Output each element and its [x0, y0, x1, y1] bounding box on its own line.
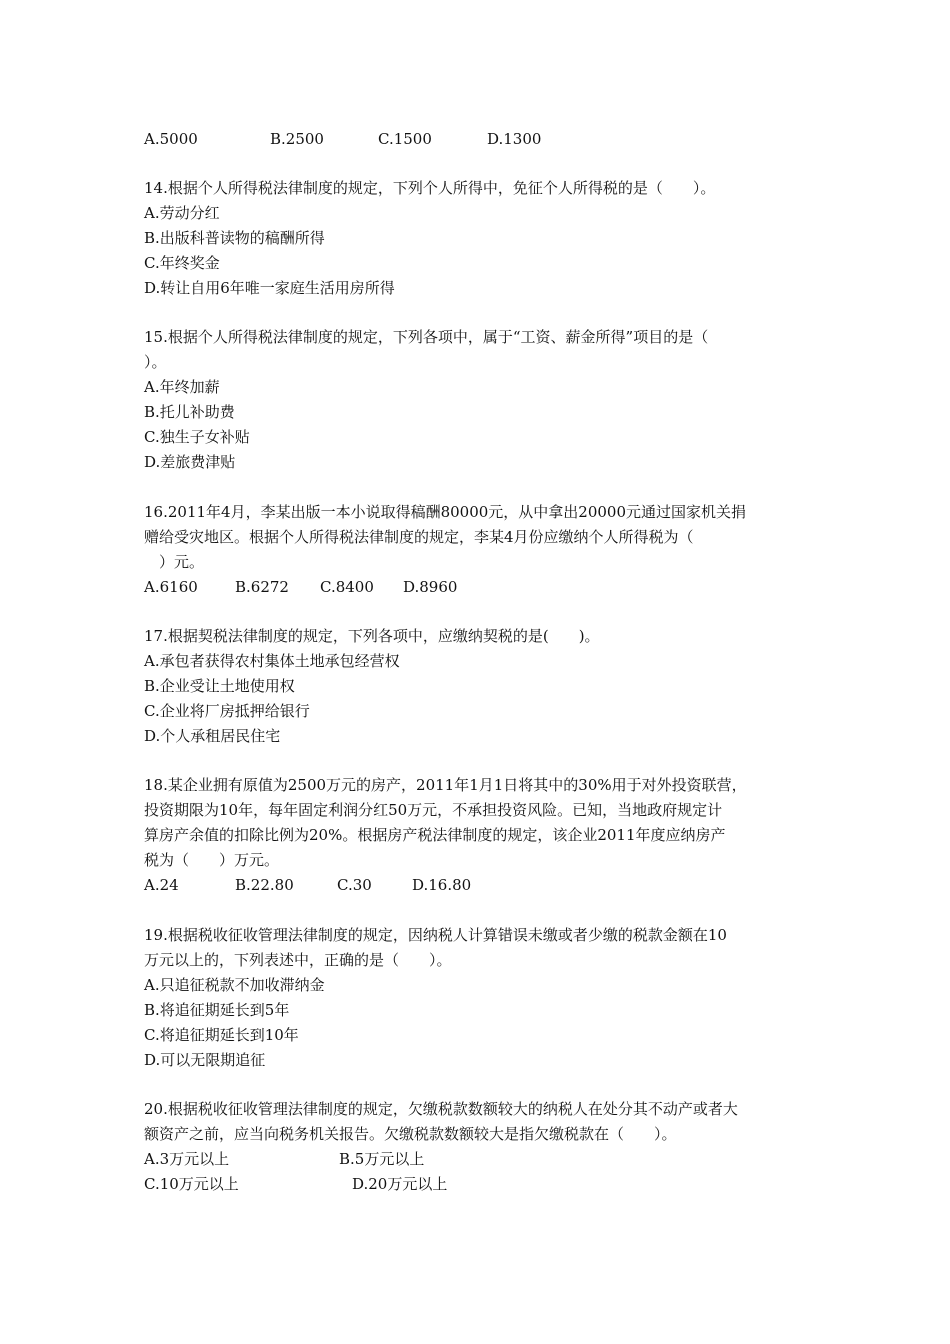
q16-option-b: B.6272 [235, 578, 289, 596]
q16-stem-line-1: 16.2011年4月，李某出版一本小说取得稿酬80000元，从中拿出20000元通过国家机关捐 [144, 503, 747, 521]
q17-option-d: D.个人承租居民住宅 [144, 727, 281, 745]
q13-option-b: B.2500 [270, 130, 324, 148]
q18-stem-line-2: 投资期限为10年，每年固定利润分红50万元，不承担投资风险。已知，当地政府规定计 [144, 801, 723, 819]
q20-option-b: B.5万元以上 [339, 1150, 425, 1168]
q13-option-a: A.5000 [144, 130, 198, 148]
q17-stem: 17.根据契税法律制度的规定，下列各项中，应缴纳契税的是( )。 [144, 627, 600, 645]
q19-option-d: D.可以无限期追征 [144, 1051, 266, 1069]
q17-option-c: C.企业将厂房抵押给银行 [144, 702, 310, 720]
q15-option-d: D.差旅费津贴 [144, 453, 236, 471]
q20-stem-line-2: 额资产之前，应当向税务机关报告。欠缴税款数额较大是指欠缴税款在（ ）。 [144, 1125, 677, 1143]
q19-option-b: B.将追征期延长到5年 [144, 1001, 290, 1019]
q19-option-c: C.将追征期延长到10年 [144, 1026, 299, 1044]
q14-option-a: A.劳动分红 [144, 204, 220, 222]
q13-option-d: D.1300 [487, 130, 542, 148]
q20-option-d: D.20万元以上 [352, 1175, 448, 1193]
q16-option-c: C.8400 [320, 578, 374, 596]
q18-option-b: B.22.80 [235, 876, 294, 894]
q16-stem-line-2: 赠给受灾地区。根据个人所得税法律制度的规定，李某4月份应缴纳个人所得税为（ [144, 528, 694, 546]
q18-stem-line-4: 税为（ ）万元。 [144, 851, 280, 869]
q19-stem-line-1: 19.根据税收征收管理法律制度的规定，因纳税人计算错误未缴或者少缴的税款金额在10 [144, 926, 727, 944]
q20-option-c: C.10万元以上 [144, 1175, 239, 1193]
q14-option-d: D.转让自用6年唯一家庭生活用房所得 [144, 279, 395, 297]
q18-stem-line-3: 算房产余值的扣除比例为20%。根据房产税法律制度的规定，该企业2011年度应纳房产 [144, 826, 726, 844]
q18-stem-line-1: 18.某企业拥有原值为2500万元的房产，2011年1月1日将其中的30%用于对外投资联营， [144, 776, 747, 794]
q16-option-a: A.6160 [144, 578, 198, 596]
q16-stem-line-3: ）元。 [144, 553, 205, 571]
q19-option-a: A.只追征税款不加收滞纳金 [144, 976, 325, 994]
q17-option-b: B.企业受让土地使用权 [144, 677, 295, 695]
q14-option-b: B.出版科普读物的稿酬所得 [144, 229, 325, 247]
q14-stem: 14.根据个人所得税法律制度的规定，下列个人所得中，免征个人所得税的是（ ）。 [144, 179, 716, 197]
q20-stem-line-1: 20.根据税收征收管理法律制度的规定，欠缴税款数额较大的纳税人在处分其不动产或者大 [144, 1100, 738, 1118]
q13-option-c: C.1500 [378, 130, 432, 148]
q18-option-d: D.16.80 [412, 876, 472, 894]
q20-option-a: A.3万元以上 [144, 1150, 230, 1168]
q18-option-c: C.30 [337, 876, 372, 894]
q15-stem-line-2: ）。 [144, 353, 167, 371]
q15-option-b: B.托儿补助费 [144, 403, 235, 421]
q15-option-a: A.年终加薪 [144, 378, 220, 396]
q18-option-a: A.24 [144, 876, 179, 894]
q14-option-c: C.年终奖金 [144, 254, 220, 272]
q15-option-c: C.独生子女补贴 [144, 428, 250, 446]
q15-stem-line-1: 15.根据个人所得税法律制度的规定，下列各项中，属于“工资、薪金所得”项目的是（ [144, 328, 709, 346]
q17-option-a: A.承包者获得农村集体土地承包经营权 [144, 652, 400, 670]
q19-stem-line-2: 万元以上的，下列表述中，正确的是（ ）。 [144, 951, 452, 969]
q16-option-d: D.8960 [403, 578, 458, 596]
